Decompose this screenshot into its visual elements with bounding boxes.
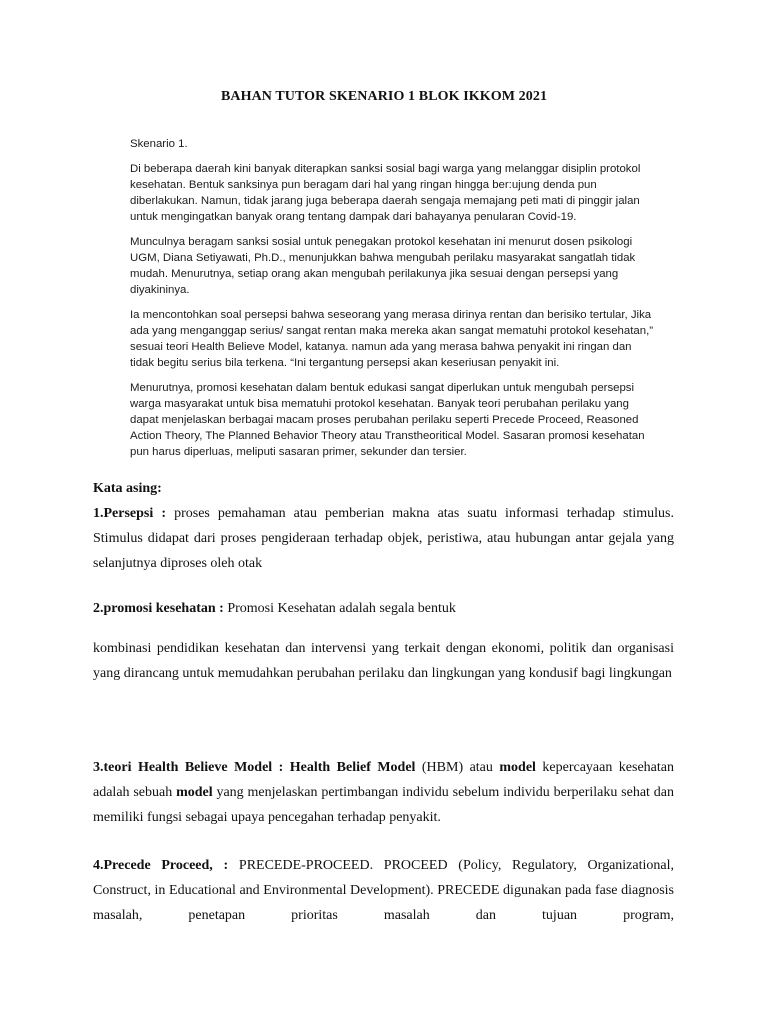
scenario-heading: Skenario 1. (130, 138, 188, 150)
document-title: BAHAN TUTOR SKENARIO 1 BLOK IKKOM 2021 (220, 89, 548, 104)
term-promosi-kesehatan (93, 596, 674, 621)
term-definition: (HBM) atau (415, 760, 500, 775)
term-definition-continuation: kombinasi pendidikan kesehatan dan intervensi yang terkait dengan ekonomi, politik dan organisasi yang dirancang untuk memudahkan perubahan perilaku dan lingkungan yang kondusif bagi lingkungan (93, 641, 674, 681)
term-definition: PRECEDE-PROCEED. PROCEED (Policy, Regulatory, Organizational, Construct, in Educational and Environmental Development). PRECEDE digunakan pada fase diagnosis masalah, penetapan prioritas masalah dan tujuan program, (93, 858, 674, 923)
scenario-paragraph: Ia mencontohkan soal persepsi bahwa seseorang yang merasa dirinya rentan dan berisiko tertular, Jika ada yang menganggap serius/ sangat rentan maka mereka akan sangat mematuhi protokol kesehatan,” sesuai teori Health Believe Model, katanya. namun ada yang merasa bahwa penyakit ini ringan dan tidak begitu serius bila terkena. “Ini tergantung persepsi akan keseriusan penyakit ini. (130, 309, 654, 369)
term-definition: kepercayaan kesehatan adalah sebuah (93, 760, 675, 800)
scenario-paragraph: Di beberapa daerah kini banyak diterapkan sanksi sosial bagi warga yang melanggar disiplin protokol kesehatan. Bentuk sanksinya pun beragam dari hal yang ringan hingga ber:ujung denda pun diberlakukan. Namun, tidak jarang juga beberapa daerah sengaja memajang peti mati di pinggir jalan untuk mengingatkan banyak orang tentang dampak dari bahayanya penularan Covid-19. (130, 163, 641, 223)
term-persepsi (93, 501, 674, 576)
term-label: 3.teori Health Believe Model : Health Belief Model (93, 760, 416, 775)
term-bold-word: model (176, 785, 213, 800)
term-label: 4.Precede Proceed, : (93, 858, 229, 873)
scenario-paragraph: Munculnya beragam sanksi sosial untuk penegakan protokol kesehatan ini menurut dosen psikologi UGM, Diana Setiyawati, Ph.D., menunjukkan bahwa mengubah perilaku masyarakat sangatlah tidak mudah. Menurutnya, setiap orang akan mengubah perilakunya jika sesuai dengan persepsi yang diyakininya. (130, 236, 636, 296)
term-label: 2.promosi kesehatan : (93, 601, 224, 616)
kata-asing-heading: Kata asing: (93, 481, 162, 496)
term-definition: Promosi Kesehatan adalah segala bentuk (223, 601, 456, 616)
term-bold-word: model (499, 760, 536, 775)
term-definition: proses pemahaman atau pemberian makna atas suatu informasi terhadap stimulus. Stimulus didapat dari proses pengideraan terhadap objek, peristiwa, atau hubungan antar gejala yang selanjutnya diproses oleh otak (93, 506, 675, 571)
scenario-image (130, 136, 658, 469)
term-precede-proceed (93, 853, 674, 928)
term-health-believe-model (93, 755, 674, 830)
term-label: 1.Persepsi : (93, 506, 167, 521)
scenario-paragraph: Menurutnya, promosi kesehatan dalam bentuk edukasi sangat diperlukan untuk mengubah persepsi warga masyarakat untuk bisa mematuhi protokol kesehatan. Banyak teori perubahan perilaku yang dapat menjelaskan berbagai macam proses perubahan perilaku seperti Precede Proceed, Reasoned Action Theory, The Planned Behavior Theory atau Transtheoritical Model. Sasaran promosi kesehatan pun harus diperluas, meliputi sasaran primer, sekunder dan tersier. (130, 382, 645, 458)
term-definition: yang menjelaskan pertimbangan individu sebelum individu berperilaku sehat dan memiliki fungsi sebagai upaya pencegahan terhadap penyakit. (93, 785, 674, 825)
